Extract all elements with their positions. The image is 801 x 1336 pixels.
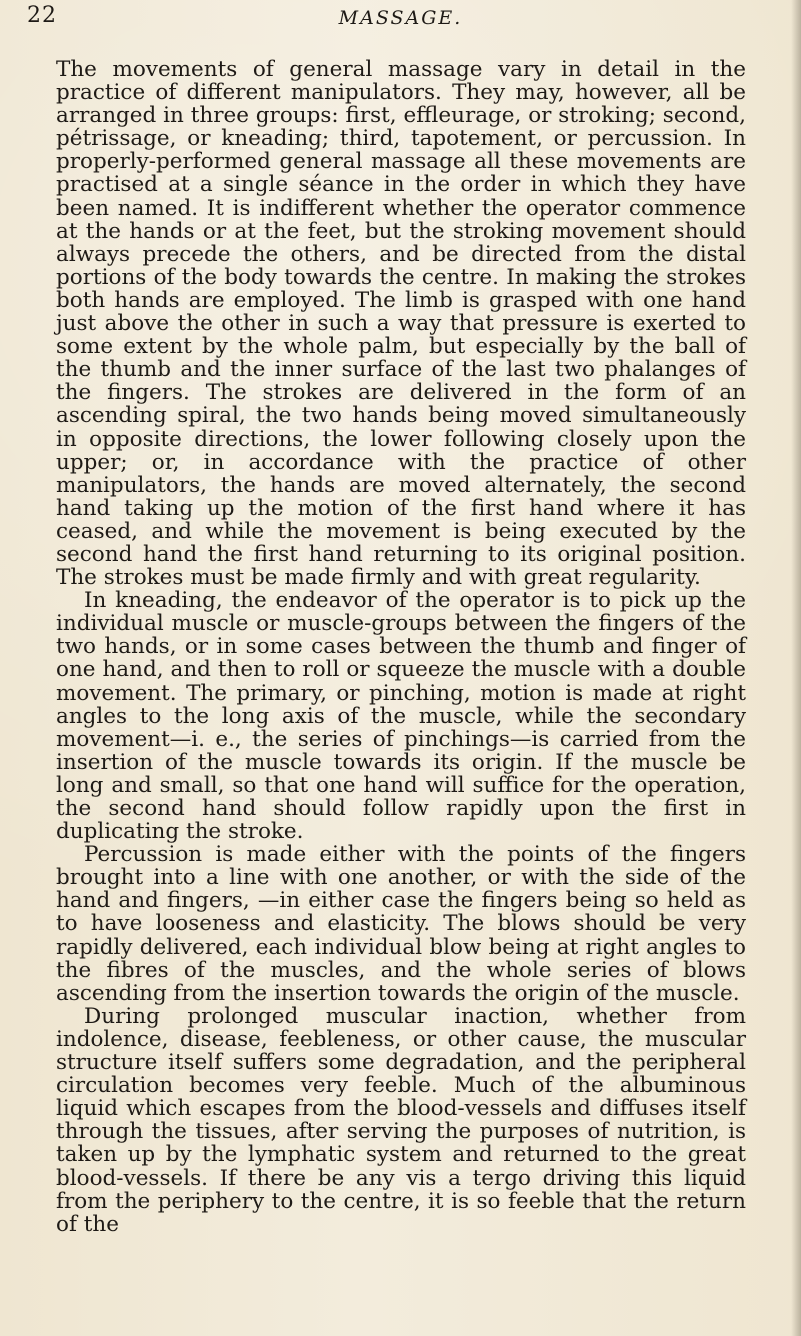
paragraph-muscular-inaction: During prolonged muscular inaction, whether from indolence, disease, feebleness, or other cause, the muscular structure itself suffers some degradation, and the peripheral circulation becomes very feeble. Much of the albuminous liquid which escapes from the blood-vessels and diffuses itself through the tissues, after serving the purposes of nutrition, is taken up by the lymphatic system and returned to the great blood-vessels. If there be any vis a tergo driving this liquid from the periphery to the centre, it is so feeble that the return of the — [56, 1003, 746, 1237]
page-header — [0, 0, 801, 60]
running-head: MASSAGE. — [338, 7, 463, 29]
page-number: 22 — [27, 3, 57, 28]
body-text — [56, 58, 746, 1236]
paragraph-percussion: Percussion is made either with the points of the fingers brought into a line with one another, or with the side of the hand and fingers, —in either case the fingers being so held as to have looseness and elasticity. The blows should be very rapidly delivered, each individual blow being at right angles to the fibres of the muscles, and the whole series of blows ascending from the insertion towards the origin of the muscle. — [56, 842, 746, 1006]
paragraph-effleurage: The movements of general massage vary in detail in the practice of different manipulators. They may, however, all be arranged in three groups: first, effleurage, or stroking; second, pétrissage, or kneading; third, tapotement, or percussion. In properly-performed general massage all these movements are practised at a single séance in the order in which they have been named. It is indifferent whether the operator commence at the hands or at the feet, but the stroking movement should always precede the others, and be directed from the distal portions of the body towards the centre. In making the strokes both hands are employed. The limb is grasped with one hand just above the other in such a way that pressure is exerted to some extent by the whole palm, but especially by the ball of the thumb and the inner surface of the last two phalanges of the fingers. The strokes are delivered in the form of an ascending spiral, the two hands being moved simultaneously in opposite directions, the lower following closely upon the upper; or, in accordance with the practice of other manipulators, the hands are moved alternately, the second hand taking up the motion of the first hand where it has ceased, and while the movement is being executed by the second hand the first hand returning to its original position. The strokes must be made firmly and with great regularity. — [56, 57, 746, 591]
page-edge-shadow — [791, 0, 801, 1336]
paragraph-kneading: In kneading, the endeavor of the operator is to pick up the individual muscle or muscle-groups between the fingers of the two hands, or in some cases between the thumb and finger of one hand, and then to roll or squeeze the muscle with a double movement. The primary, or pinching, motion is made at right angles to the long axis of the muscle, while the secondary movement—i. e., the series of pinchings—is carried from the insertion of the muscle towards its origin. If the muscle be long and small, so that one hand will suffice for the operation, the second hand should follow rapidly upon the first in duplicating the stroke. — [56, 588, 746, 845]
